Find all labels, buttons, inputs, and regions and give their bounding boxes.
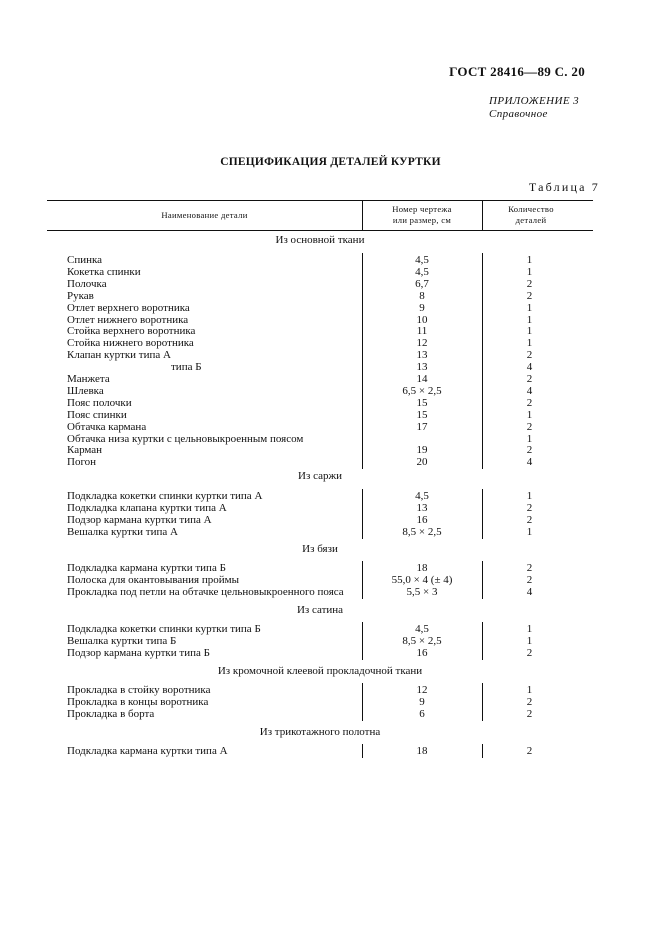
detail-quantity: 1: [526, 313, 533, 326]
detail-name: Спинка: [67, 254, 103, 266]
drawing-number: 15: [416, 396, 428, 409]
column-header-number: [362, 204, 482, 226]
column-header-quantity-line2: деталей: [515, 215, 547, 225]
drawing-number: 4,5: [415, 265, 429, 278]
section-title: Из саржи: [298, 470, 342, 482]
table-row: [0, 290, 661, 302]
detail-name: Кокетка спинки: [67, 265, 141, 278]
table-row: [0, 635, 661, 647]
detail-name: Прокладка в стойку воротника: [67, 684, 211, 696]
detail-quantity: 2: [526, 695, 533, 708]
detail-name: Погон: [67, 456, 97, 469]
table-row: [0, 314, 661, 326]
table-row: [0, 373, 661, 385]
detail-quantity: 1: [526, 301, 533, 314]
detail-name: Обтачка низа куртки с цельновыкроенным поясом: [67, 432, 304, 445]
table-row: [0, 647, 661, 659]
detail-quantity: 2: [526, 501, 533, 514]
drawing-number: 6: [419, 707, 425, 720]
detail-name: Клапан куртки типа А: [67, 349, 171, 362]
table-row: [0, 361, 661, 373]
table-row: [0, 708, 661, 720]
drawing-number: 6,5 × 2,5: [402, 384, 442, 397]
column-divider: [482, 200, 483, 230]
detail-quantity: 2: [526, 420, 533, 433]
section-title: Из бязи: [302, 543, 338, 555]
detail-name: Прокладка в концы воротника: [67, 695, 209, 708]
section-title: Из сатина: [296, 604, 344, 616]
annex-type: Справочное: [489, 108, 548, 120]
drawing-number: 5,5 × 3: [406, 585, 438, 598]
detail-quantity: 1: [526, 634, 533, 647]
detail-name: Вешалка куртки типа Б: [67, 634, 177, 647]
drawing-number: 4,5: [415, 623, 429, 635]
annex-title: ПРИЛОЖЕНИЕ 3: [489, 95, 580, 107]
column-header-number-line2: или размер, см: [392, 215, 452, 225]
detail-name: Подкладка кокетки спинки куртки типа А: [67, 490, 263, 502]
table-row: [0, 456, 661, 468]
drawing-number: 13: [416, 361, 428, 374]
drawing-number: 10: [416, 313, 428, 326]
drawing-number: 9: [419, 301, 425, 314]
detail-quantity: 1: [526, 684, 533, 696]
table-row: [0, 433, 661, 445]
detail-quantity: 2: [526, 444, 533, 457]
detail-name: Прокладка под петли на обтачке цельновыкроенного пояса: [67, 585, 344, 598]
detail-name: Стойка нижнего воротника: [67, 337, 194, 350]
detail-name: Карман: [67, 444, 103, 457]
table-row: [0, 623, 661, 635]
table-row: [0, 397, 661, 409]
detail-name: Полочка: [67, 277, 107, 290]
detail-quantity: 2: [526, 646, 533, 659]
drawing-number: 18: [416, 745, 428, 757]
detail-name: Полоска для окантовывания проймы: [67, 573, 239, 586]
section-title: Из основной ткани: [275, 234, 365, 246]
document-title: СПЕЦИФИКАЦИЯ ДЕТАЛЕЙ КУРТКИ: [220, 156, 441, 168]
detail-quantity: 1: [526, 490, 533, 502]
detail-quantity: 2: [526, 289, 533, 302]
drawing-number: 8,5 × 2,5: [402, 634, 442, 647]
drawing-number: 15: [416, 408, 428, 421]
table-row: [0, 385, 661, 397]
column-header-quantity-line1: Количество: [508, 204, 554, 214]
detail-quantity: 2: [526, 513, 533, 526]
table-top-rule: [47, 200, 593, 201]
table-row: [0, 586, 661, 598]
detail-quantity: 2: [526, 277, 533, 290]
standard-code: ГОСТ 28416—89 С. 20: [449, 64, 585, 79]
table-row: [0, 696, 661, 708]
detail-name: Подкладка кармана куртки типа А: [67, 745, 228, 757]
table-row: [0, 325, 661, 337]
detail-quantity: 1: [526, 623, 533, 635]
table-row: [0, 502, 661, 514]
detail-quantity: 1: [526, 254, 533, 266]
section-title: Из трикотажного полотна: [259, 726, 381, 738]
detail-name: Подкладка кокетки спинки куртки типа Б: [67, 623, 261, 635]
detail-quantity: 2: [526, 573, 533, 586]
detail-name: Вешалка куртки типа А: [67, 525, 178, 538]
table-number: Таблица 7: [528, 180, 600, 194]
drawing-number: 12: [416, 684, 428, 696]
detail-quantity: 2: [526, 349, 533, 362]
detail-quantity: 1: [526, 265, 533, 278]
column-header-name: Наименование детали: [161, 210, 248, 220]
drawing-number: 14: [416, 373, 428, 385]
table-row: [0, 574, 661, 586]
detail-name: Подкладка кармана куртки типа Б: [67, 562, 226, 574]
table-row: [0, 254, 661, 266]
detail-name: Стойка верхнего воротника: [67, 325, 196, 338]
detail-name: Отлет верхнего воротника: [67, 301, 190, 314]
drawing-number: 13: [416, 501, 428, 514]
table-row: [0, 562, 661, 574]
drawing-number: 4,5: [415, 490, 429, 502]
table-row: [0, 337, 661, 349]
detail-quantity: 1: [526, 408, 533, 421]
detail-quantity: 2: [526, 745, 533, 757]
table-row: [0, 266, 661, 278]
drawing-number: 13: [416, 349, 428, 362]
detail-quantity: 2: [526, 562, 533, 574]
drawing-number: 55,0 × 4 (± 4): [391, 573, 453, 586]
detail-name: Манжета: [67, 373, 110, 385]
drawing-number: 8: [419, 289, 425, 302]
detail-quantity: 1: [526, 432, 533, 445]
table-row: [0, 444, 661, 456]
detail-quantity: 4: [526, 456, 533, 469]
detail-name: Подкладка клапана куртки типа А: [67, 501, 227, 514]
section-title: Из кромочной клеевой прокладочной ткани: [217, 665, 423, 677]
drawing-number: 8,5 × 2,5: [402, 525, 442, 538]
table-row: [0, 745, 661, 757]
table-row: [0, 526, 661, 538]
detail-name: Пояс полочки: [67, 396, 132, 409]
drawing-number: 16: [416, 513, 428, 526]
table-row: [0, 409, 661, 421]
drawing-number: 9: [419, 695, 425, 708]
detail-quantity: 1: [526, 337, 533, 350]
table-row: [0, 514, 661, 526]
table-row: [0, 490, 661, 502]
table-row: [0, 349, 661, 361]
detail-quantity: 4: [526, 361, 533, 374]
column-header-quantity: [482, 204, 580, 226]
column-divider: [362, 200, 363, 230]
drawing-number: 4,5: [415, 254, 429, 266]
column-header-number-line1: Номер чертежа: [392, 204, 452, 214]
detail-name: типа Б: [171, 361, 202, 374]
drawing-number: 17: [416, 420, 428, 433]
detail-name: Подзор кармана куртки типа А: [67, 513, 212, 526]
table-row: [0, 302, 661, 314]
table-row: [0, 684, 661, 696]
detail-name: Шлевка: [67, 384, 104, 397]
drawing-number: 18: [416, 562, 428, 574]
detail-quantity: 1: [526, 325, 533, 338]
header-bottom-rule: [47, 230, 593, 231]
drawing-number: 19: [416, 444, 428, 457]
drawing-number: 20: [416, 456, 428, 469]
table-row: [0, 421, 661, 433]
detail-name: Отлет нижнего воротника: [67, 313, 189, 326]
detail-name: Подзор кармана куртки типа Б: [67, 646, 210, 659]
table-row: [0, 278, 661, 290]
detail-quantity: 4: [526, 585, 533, 598]
drawing-number: 11: [416, 325, 428, 338]
detail-quantity: 4: [526, 384, 533, 397]
detail-quantity: 2: [526, 396, 533, 409]
annex-block: [489, 95, 579, 121]
detail-name: Обтачка кармана: [67, 420, 147, 433]
drawing-number: 6,7: [415, 277, 429, 290]
drawing-number: 12: [416, 337, 428, 350]
detail-name: Рукав: [67, 289, 94, 302]
detail-name: Прокладка в борта: [67, 707, 155, 720]
detail-quantity: 2: [526, 707, 533, 720]
detail-quantity: 2: [526, 373, 533, 385]
drawing-number: 16: [416, 646, 428, 659]
detail-quantity: 1: [526, 525, 533, 538]
detail-name: Пояс спинки: [67, 408, 127, 421]
